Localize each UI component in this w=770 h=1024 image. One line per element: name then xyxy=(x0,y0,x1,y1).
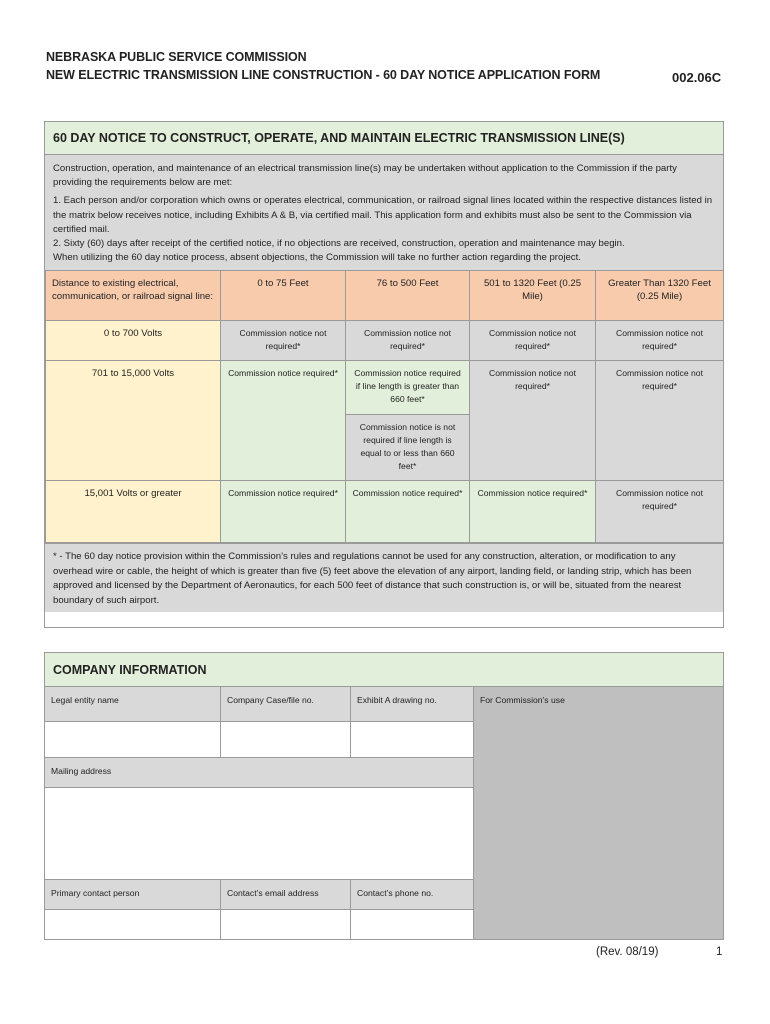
company-section-title: COMPANY INFORMATION xyxy=(45,653,723,687)
matrix-cell: Commission notice not required* xyxy=(596,361,724,481)
company-section xyxy=(44,652,724,940)
matrix-cell: Commission notice required* xyxy=(346,481,470,543)
requirement-note: When utilizing the 60 day notice process, absent objections, the Commission will take no further action regarding the project. xyxy=(53,252,581,264)
matrix-cell: Commission notice not required* xyxy=(470,321,596,361)
notice-intro xyxy=(45,155,723,270)
contact-email-field[interactable] xyxy=(221,910,351,939)
matrix-corner-label: Distance to existing electrical, communication, or railroad signal line: xyxy=(46,271,221,321)
matrix-row-header: 701 to 15,000 Volts xyxy=(46,361,221,481)
commission-use-box: For Commission’s use xyxy=(474,687,723,939)
matrix-cell: Commission notice not required* xyxy=(470,361,596,481)
matrix-cell: Commission notice not required* xyxy=(221,321,346,361)
commission-name: NEBRASKA PUBLIC SERVICE COMMISSION xyxy=(46,50,307,64)
matrix-cell: Commission notice required* xyxy=(221,361,346,481)
matrix-row-header: 15,001 Volts or greater xyxy=(46,481,221,543)
legal-entity-label: Legal entity name xyxy=(45,687,221,722)
matrix-cell: Commission notice required* xyxy=(470,481,596,543)
form-number: 002.06C xyxy=(672,70,722,85)
contact-phone-field[interactable] xyxy=(351,910,474,939)
contact-phone-label: Contact’s phone no. xyxy=(351,880,474,910)
revision-date: (Rev. 08/19) xyxy=(596,946,659,958)
matrix-cell: Commission notice not required* xyxy=(596,481,724,543)
form-title: NEW ELECTRIC TRANSMISSION LINE CONSTRUCTION - 60 DAY NOTICE APPLICATION FORM xyxy=(46,68,601,82)
footnote: * - The 60 day notice provision within the Commission’s rules and regulations cannot be used for any construction, alteration, or modification to any overhead wire or cable, the height of which is greater than five (5) feet above the elevation of any airport, landing field, or landing strip, which has been approved and licensed by the Department of Aeronautics, for each 500 feet of distance that such construction is, or will be, situated from the nearest boundary of such airport. xyxy=(45,543,723,612)
matrix-cell: Commission notice not required* xyxy=(346,321,470,361)
page-number: 1 xyxy=(716,946,723,958)
exhibit-a-field[interactable] xyxy=(351,722,474,758)
matrix-column-header: 76 to 500 Feet xyxy=(346,271,470,321)
matrix-cell: Commission notice is not required if line length is equal to or less than 660 feet* xyxy=(346,415,470,481)
contact-person-field[interactable] xyxy=(45,910,221,939)
case-file-label: Company Case/file no. xyxy=(221,687,351,722)
matrix-column-header: 501 to 1320 Feet (0.25 Mile) xyxy=(470,271,596,321)
matrix-cell: Commission notice not required* xyxy=(596,321,724,361)
matrix-cell: Commission notice required* xyxy=(221,481,346,543)
exhibit-a-label: Exhibit A drawing no. xyxy=(351,687,474,722)
contact-person-label: Primary contact person xyxy=(45,880,221,910)
mailing-address-label: Mailing address xyxy=(45,758,474,788)
mailing-address-field[interactable] xyxy=(45,788,474,880)
intro-paragraph: Construction, operation, and maintenance of an electrical transmission line(s) may be undertaken without application to the Commission if the party providing the requirements below are met: xyxy=(53,163,677,189)
notice-section xyxy=(44,121,724,628)
matrix-column-header: 0 to 75 Feet xyxy=(221,271,346,321)
legal-entity-field[interactable] xyxy=(45,722,221,758)
requirement-1: 1. Each person and/or corporation which owns or operates electrical, communication, or railroad signal lines located within the respective distances listed in the matrix below receives notice, including Exhibits A & B, via certified mail. This application form and exhibits must also be sent to the Commission via certified mail. xyxy=(53,195,713,235)
notice-section-title: 60 DAY NOTICE TO CONSTRUCT, OPERATE, AND MAINTAIN ELECTRIC TRANSMISSION LINE(S) xyxy=(45,122,723,155)
matrix-column-header: Greater Than 1320 Feet (0.25 Mile) xyxy=(596,271,724,321)
contact-email-label: Contact’s email address xyxy=(221,880,351,910)
case-file-field[interactable] xyxy=(221,722,351,758)
requirement-2: 2. Sixty (60) days after receipt of the certified notice, if no objections are received, construction, operation and maintenance may begin. xyxy=(53,238,625,250)
matrix-cell: Commission notice required if line length is greater than 660 feet* xyxy=(346,361,470,415)
distance-voltage-matrix xyxy=(45,270,724,543)
matrix-row-header: 0 to 700 Volts xyxy=(46,321,221,361)
